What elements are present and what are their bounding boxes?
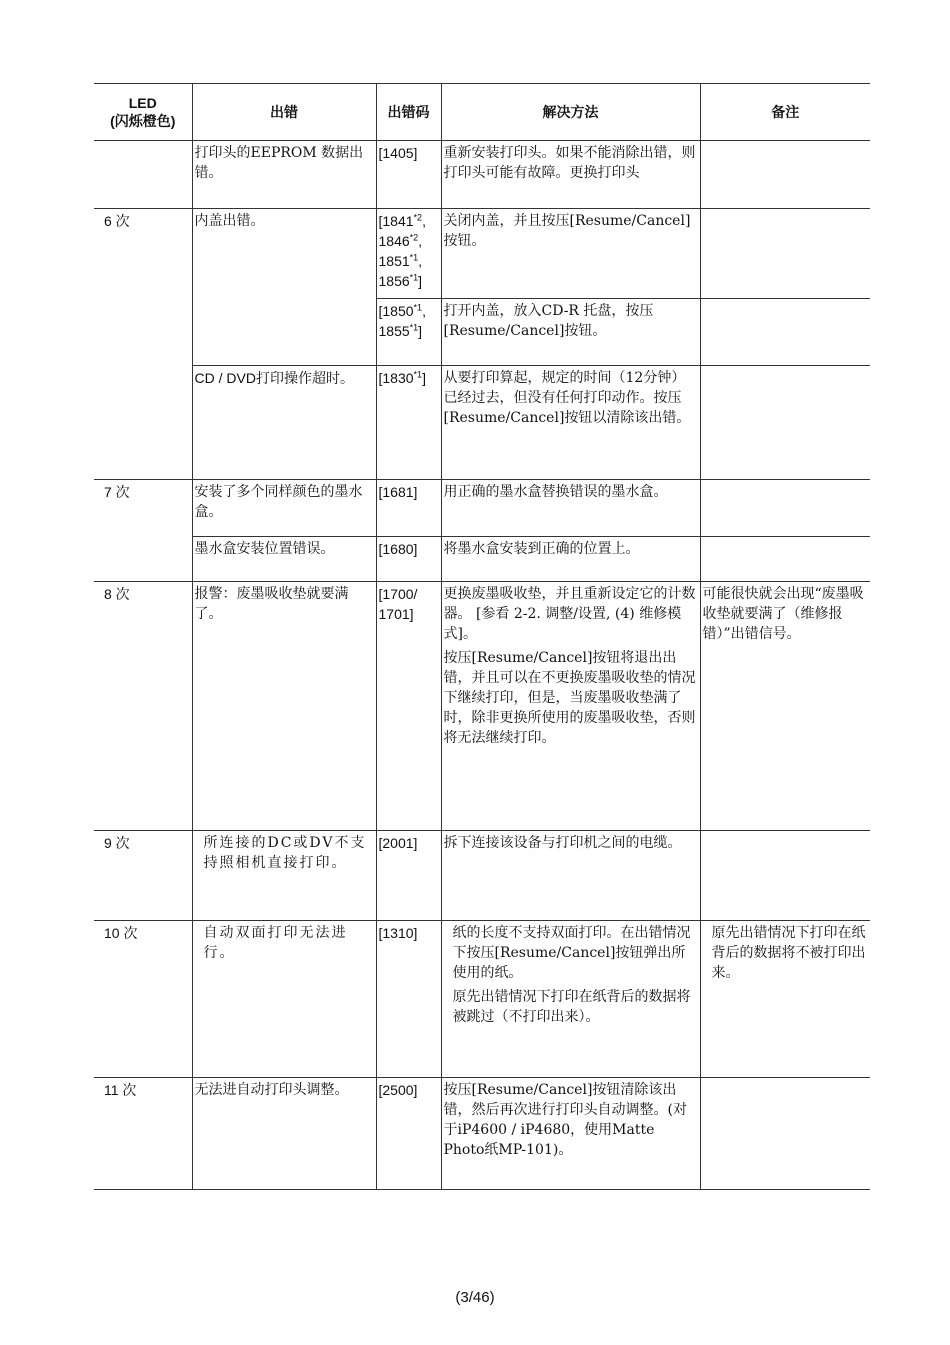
led-cell: 6 次 bbox=[94, 209, 192, 480]
solution-cell: 拆下连接该设备与打印机之间的电缆。 bbox=[441, 831, 700, 921]
remarks-cell: 原先出错情况下打印在纸背后的数据将不被打印出来。 bbox=[700, 921, 870, 1078]
table-row bbox=[94, 366, 870, 480]
led-cell: 10 次 bbox=[94, 921, 192, 1078]
table-row bbox=[94, 921, 870, 1078]
error-cell: 打印头的EEPROM 数据出错。 bbox=[192, 141, 376, 209]
solution-cell: 按压[Resume/Cancel]按钮清除该出错，然后再次进行打印头自动调整。(对于iP4600 / iP4680，使用Matte Photo纸MP-101)。 bbox=[441, 1078, 700, 1190]
code-text: [1830 bbox=[378, 370, 414, 386]
code-cell: [1681] bbox=[376, 480, 441, 537]
header-code: 出错码 bbox=[376, 84, 441, 141]
header-error: 出错 bbox=[192, 84, 376, 141]
code-sep: , bbox=[422, 303, 426, 319]
table-row bbox=[94, 209, 870, 299]
code-sep: , bbox=[418, 233, 423, 249]
code-sep: ] bbox=[418, 273, 423, 289]
header-remarks: 备注 bbox=[700, 84, 870, 141]
code-sep: , bbox=[422, 213, 426, 229]
code-cell bbox=[376, 366, 441, 480]
remarks-cell bbox=[700, 480, 870, 537]
code-sep: ] bbox=[422, 370, 426, 386]
header-solution: 解决方法 bbox=[441, 84, 700, 141]
code-text: 1846 bbox=[378, 233, 410, 249]
error-cell: 内盖出错。 bbox=[192, 209, 376, 366]
error-cell: 所连接的DC或DV不支持照相机直接打印。 bbox=[192, 831, 376, 921]
code-footnote: *1 bbox=[413, 369, 423, 380]
code-text: 1856 bbox=[378, 273, 410, 289]
error-cell: 安装了多个同样颜色的墨水盒。 bbox=[192, 480, 376, 537]
code-cell: [1405] bbox=[376, 141, 441, 209]
code-text: [1841 bbox=[378, 213, 414, 229]
error-cell: 无法进自动打印头调整。 bbox=[192, 1078, 376, 1190]
error-cell: 墨水盒安装位置错误。 bbox=[192, 537, 376, 582]
error-text: CD / DVD打印操作超时。 bbox=[194, 370, 354, 386]
remarks-cell bbox=[700, 141, 870, 209]
remarks-cell bbox=[700, 366, 870, 480]
led-cell bbox=[94, 141, 192, 209]
error-cell bbox=[192, 366, 376, 480]
table-row bbox=[94, 537, 870, 582]
remarks-cell bbox=[700, 1078, 870, 1190]
code-cell: [1700/ 1701] bbox=[376, 582, 441, 831]
code-footnote: *2 bbox=[413, 212, 423, 223]
solution-cell bbox=[441, 582, 700, 831]
code-text: 1851 bbox=[378, 253, 410, 269]
led-cell: 9 次 bbox=[94, 831, 192, 921]
remarks-cell bbox=[700, 831, 870, 921]
code-text: 1855 bbox=[378, 323, 410, 339]
remarks-cell bbox=[700, 537, 870, 582]
table-row bbox=[94, 141, 870, 209]
code-cell: [1310] bbox=[376, 921, 441, 1078]
code-cell: [2001] bbox=[376, 831, 441, 921]
solution-paragraph: 按压[Resume/Cancel]按钮将退出出错，并且可以在不更换废墨吸收垫的情况下继续打印，但是，当废墨吸收垫满了时，除非更换所使用的废墨吸收垫，否则将无法继续打印。 bbox=[443, 650, 696, 746]
table-row bbox=[94, 1078, 870, 1190]
code-cell bbox=[376, 209, 441, 299]
remarks-cell: 可能很快就会出现“废墨吸收垫就要满了（维修报错）”出错信号。 bbox=[700, 582, 870, 831]
solution-cell: 重新安装打印头。如果不能消除出错，则打印头可能有故障。更换打印头 bbox=[441, 141, 700, 209]
solution-paragraph: 原先出错情况下打印在纸背后的数据将被跳过（不打印出来）。 bbox=[452, 989, 691, 1025]
code-footnote: *2 bbox=[409, 232, 419, 243]
code-text: [1850 bbox=[378, 303, 414, 319]
code-footnote: *1 bbox=[413, 302, 423, 313]
error-cell: 报警：废墨吸收垫就要满了。 bbox=[192, 582, 376, 831]
code-cell: [1680] bbox=[376, 537, 441, 582]
solution-paragraph: 更换废墨吸收垫，并且重新设定它的计数器。 [参看 2-2. 调整/设置, (4) 维修模式]。 bbox=[443, 586, 696, 642]
error-cell: 自动双面打印无法进行。 bbox=[192, 921, 376, 1078]
table-header-row bbox=[94, 84, 870, 141]
table-row bbox=[94, 582, 870, 831]
solution-cell: 将墨水盒安装到正确的位置上。 bbox=[441, 537, 700, 582]
header-led bbox=[94, 84, 192, 141]
solution-cell: 从要打印算起，规定的时间（12分钟）已经过去，但没有任何打印动作。按压[Resume/Cancel]按钮以清除该出错。 bbox=[441, 366, 700, 480]
header-led-label: LED bbox=[128, 95, 157, 111]
solution-paragraph: 纸的长度不支持双面打印。在出错情况下按压[Resume/Cancel]按钮弹出所使用的纸。 bbox=[452, 925, 691, 981]
code-footnote: *1 bbox=[409, 252, 419, 263]
table-row bbox=[94, 831, 870, 921]
led-cell: 8 次 bbox=[94, 582, 192, 831]
code-footnote: *1 bbox=[409, 272, 419, 283]
solution-cell: 用正确的墨水盒替换错误的墨水盒。 bbox=[441, 480, 700, 537]
solution-cell: 关闭内盖，并且按压[Resume/Cancel]按钮。 bbox=[441, 209, 700, 299]
code-cell bbox=[376, 299, 441, 366]
code-sep: ] bbox=[418, 323, 423, 339]
remarks-cell bbox=[700, 299, 870, 366]
table-row bbox=[94, 480, 870, 537]
code-sep: , bbox=[418, 253, 423, 269]
solution-cell bbox=[441, 921, 700, 1078]
led-cell: 11 次 bbox=[94, 1078, 192, 1190]
error-code-table bbox=[94, 83, 870, 1190]
remarks-cell bbox=[700, 209, 870, 299]
code-footnote: *1 bbox=[409, 322, 419, 333]
solution-cell: 打开内盖，放入CD-R 托盘，按压[Resume/Cancel]按钮。 bbox=[441, 299, 700, 366]
code-cell: [2500] bbox=[376, 1078, 441, 1190]
led-cell: 7 次 bbox=[94, 480, 192, 582]
header-led-sub: (闪烁橙色) bbox=[110, 113, 176, 129]
page-number: (3/46) bbox=[455, 1289, 495, 1306]
